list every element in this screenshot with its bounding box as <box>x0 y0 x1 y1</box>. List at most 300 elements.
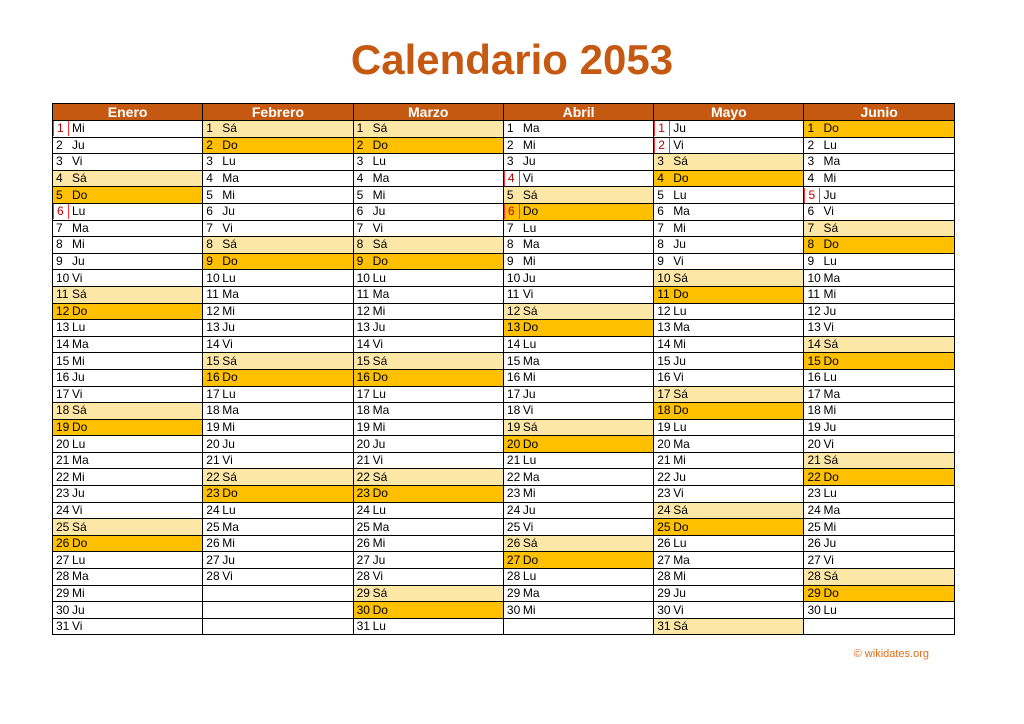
weekday-label: Sá <box>673 386 688 401</box>
weekday-label: Ju <box>72 254 85 269</box>
day-row <box>53 569 955 586</box>
weekday-label: Ju <box>823 419 837 434</box>
day-number: 16 <box>657 370 671 385</box>
weekday-label: Do <box>823 353 839 368</box>
day-number: 3 <box>206 154 213 169</box>
empty-cell <box>503 618 653 635</box>
weekday-label: Mi <box>522 602 536 617</box>
day-number: 15 <box>206 353 220 368</box>
weekday-label: Lu <box>522 453 537 468</box>
day-number: 22 <box>506 469 521 484</box>
day-cell <box>503 137 653 154</box>
day-cell <box>353 618 503 635</box>
day-cell <box>804 220 954 237</box>
day-cell <box>503 320 653 337</box>
weekday-label: Ju <box>522 270 536 285</box>
day-number: 26 <box>356 536 370 551</box>
weekday-label: Lu <box>372 154 386 169</box>
day-number: 1 <box>807 121 815 136</box>
day-number: 4 <box>356 171 364 186</box>
day-cell <box>203 336 353 353</box>
weekday-label: Ju <box>72 486 85 501</box>
day-number: 25 <box>56 519 70 534</box>
day-number: 29 <box>657 585 671 600</box>
day-number: 17 <box>206 386 220 401</box>
day-number: 18 <box>657 403 671 418</box>
weekday-label: Vi <box>823 552 834 567</box>
day-cell <box>203 220 353 237</box>
weekday-label: Sá <box>222 121 237 136</box>
day-number: 21 <box>206 453 220 468</box>
weekday-label: Ma <box>522 585 540 600</box>
weekday-label: Lu <box>522 569 537 584</box>
weekday-label: Sá <box>372 353 388 368</box>
weekday-label: Lu <box>673 303 687 318</box>
day-number: 9 <box>56 254 63 269</box>
day-number: 28 <box>807 569 821 584</box>
day-number: 28 <box>206 569 220 584</box>
weekday-label: Ma <box>372 171 390 186</box>
day-cell <box>503 336 653 353</box>
weekday-label: Lu <box>823 254 837 269</box>
day-number: 4 <box>56 171 63 186</box>
day-number: 11 <box>56 287 69 302</box>
day-cell <box>503 369 653 386</box>
day-row <box>53 386 955 403</box>
day-cell <box>503 270 653 287</box>
weekday-label: Ju <box>222 552 235 567</box>
day-row <box>53 419 955 436</box>
day-cell <box>804 386 954 403</box>
day-cell <box>353 336 503 353</box>
day-cell <box>203 286 353 303</box>
day-number: 2 <box>506 137 514 152</box>
weekday-label: Vi <box>372 220 384 235</box>
weekday-label: Vi <box>522 519 534 534</box>
day-cell <box>654 270 804 287</box>
day-number: 19 <box>657 419 671 434</box>
day-row <box>53 618 955 635</box>
weekday-label: Vi <box>72 270 83 285</box>
day-number: 28 <box>56 569 70 584</box>
day-row <box>53 220 955 237</box>
day-number: 8 <box>206 237 213 252</box>
weekday-label: Vi <box>372 453 384 468</box>
day-number: 1 <box>206 121 213 136</box>
day-number: 14 <box>506 337 521 352</box>
weekday-label: Sá <box>72 519 87 534</box>
weekday-label: Vi <box>522 403 534 418</box>
day-cell <box>353 253 503 270</box>
weekday-label: Mi <box>673 220 686 235</box>
day-cell <box>203 203 353 220</box>
weekday-label: Ju <box>72 137 85 152</box>
day-cell <box>203 121 353 138</box>
day-cell <box>503 403 653 420</box>
weekday-label: Lu <box>72 320 86 335</box>
day-number: 24 <box>506 502 521 517</box>
day-number: 7 <box>356 220 364 235</box>
day-number: 29 <box>356 585 370 600</box>
day-row <box>53 519 955 536</box>
day-number: 30 <box>657 602 671 617</box>
weekday-label: Sá <box>522 419 538 434</box>
weekday-label: Mi <box>72 237 85 252</box>
weekday-label: Lu <box>673 536 687 551</box>
day-cell <box>53 535 203 552</box>
day-number: 21 <box>657 453 671 468</box>
calendar-table <box>52 103 955 635</box>
day-number: 29 <box>506 585 521 600</box>
weekday-label: Vi <box>823 320 834 335</box>
day-cell <box>53 552 203 569</box>
weekday-label: Vi <box>72 619 83 634</box>
day-cell <box>353 419 503 436</box>
day-cell <box>503 486 653 503</box>
day-cell <box>804 452 954 469</box>
weekday-label: Do <box>522 204 539 219</box>
day-number: 20 <box>356 436 370 451</box>
day-number: 18 <box>807 403 821 418</box>
weekday-label: Sá <box>72 171 87 186</box>
day-cell <box>503 602 653 619</box>
day-number: 16 <box>206 370 220 385</box>
day-row <box>53 452 955 469</box>
day-number: 27 <box>206 552 220 567</box>
day-cell <box>654 320 804 337</box>
day-cell <box>654 403 804 420</box>
day-cell <box>654 585 804 602</box>
day-cell <box>53 602 203 619</box>
day-number: 23 <box>807 486 821 501</box>
weekday-label: Do <box>72 187 88 202</box>
day-cell <box>353 535 503 552</box>
day-cell <box>654 203 804 220</box>
day-number: 19 <box>356 419 370 434</box>
weekday-label: Sá <box>522 536 538 551</box>
month-header-row <box>53 104 955 121</box>
month-header-febrero: Febrero <box>203 104 353 121</box>
weekday-label: Do <box>673 287 689 302</box>
day-cell <box>53 618 203 635</box>
day-number: 28 <box>657 569 671 584</box>
day-cell <box>53 403 203 420</box>
weekday-label: Sá <box>522 303 538 318</box>
day-cell <box>654 170 804 187</box>
weekday-label: Ma <box>72 220 89 235</box>
day-cell <box>503 303 653 320</box>
weekday-label: Lu <box>673 187 687 202</box>
day-number: 11 <box>807 287 820 302</box>
day-cell <box>654 502 804 519</box>
weekday-label: Lu <box>222 386 236 401</box>
weekday-label: Vi <box>823 436 834 451</box>
day-number: 27 <box>657 552 671 567</box>
day-cell <box>503 187 653 204</box>
day-cell <box>203 253 353 270</box>
day-cell <box>353 552 503 569</box>
day-cell <box>203 486 353 503</box>
weekday-label: Mi <box>673 569 686 584</box>
weekday-label: Mi <box>372 187 386 202</box>
weekday-label: Ma <box>673 436 690 451</box>
day-number: 26 <box>56 536 70 551</box>
day-cell <box>353 137 503 154</box>
weekday-label: Do <box>823 585 839 600</box>
day-number: 23 <box>56 486 70 501</box>
weekday-label: Lu <box>72 436 86 451</box>
day-cell <box>503 436 653 453</box>
day-row <box>53 253 955 270</box>
day-cell <box>353 436 503 453</box>
day-cell <box>654 486 804 503</box>
day-number: 24 <box>356 502 370 517</box>
day-cell <box>804 286 954 303</box>
day-number: 2 <box>56 137 63 152</box>
day-cell <box>804 203 954 220</box>
day-cell <box>203 452 353 469</box>
day-number: 1 <box>506 121 514 136</box>
weekday-label: Sá <box>72 287 87 302</box>
day-cell <box>654 618 804 635</box>
day-number: 27 <box>807 552 821 567</box>
day-number: 22 <box>356 469 370 484</box>
weekday-label: Do <box>673 171 689 186</box>
day-number: 1 <box>53 121 69 136</box>
weekday-label: Ma <box>222 519 239 534</box>
day-number: 19 <box>807 419 821 434</box>
day-cell <box>53 121 203 138</box>
weekday-label: Mi <box>222 303 235 318</box>
weekday-label: Lu <box>222 270 236 285</box>
weekday-label: Ma <box>222 287 239 302</box>
day-number: 15 <box>356 353 370 368</box>
day-row <box>53 585 955 602</box>
day-number: 24 <box>206 502 220 517</box>
weekday-label: Lu <box>372 619 386 634</box>
day-number: 22 <box>657 469 671 484</box>
weekday-label: Mi <box>372 419 386 434</box>
weekday-label: Ju <box>372 436 386 451</box>
day-cell <box>203 303 353 320</box>
weekday-label: Do <box>72 536 88 551</box>
day-cell <box>353 303 503 320</box>
day-number: 16 <box>56 370 70 385</box>
day-cell <box>203 569 353 586</box>
weekday-label: Do <box>72 419 88 434</box>
day-cell <box>654 220 804 237</box>
day-cell <box>353 452 503 469</box>
weekday-label: Vi <box>222 453 233 468</box>
weekday-label: Ju <box>72 370 85 385</box>
day-cell <box>804 121 954 138</box>
day-cell <box>654 386 804 403</box>
weekday-label: Lu <box>823 370 837 385</box>
day-number: 18 <box>56 403 70 418</box>
day-row <box>53 303 955 320</box>
day-number: 28 <box>506 569 521 584</box>
day-cell <box>804 137 954 154</box>
day-cell <box>503 519 653 536</box>
weekday-label: Sá <box>522 187 538 202</box>
day-number: 14 <box>56 337 70 352</box>
day-cell <box>353 569 503 586</box>
day-number: 12 <box>56 303 70 318</box>
day-cell <box>503 419 653 436</box>
day-number: 26 <box>506 536 521 551</box>
day-number: 26 <box>807 536 821 551</box>
day-number: 11 <box>356 287 370 302</box>
day-cell <box>804 569 954 586</box>
day-cell <box>654 452 804 469</box>
day-number: 17 <box>356 386 370 401</box>
day-number: 24 <box>56 502 70 517</box>
day-cell <box>503 585 653 602</box>
day-cell <box>353 369 503 386</box>
day-number: 14 <box>206 337 220 352</box>
weekday-label: Vi <box>673 602 684 617</box>
day-number: 18 <box>206 403 220 418</box>
day-number: 6 <box>206 204 213 219</box>
weekday-label: Lu <box>823 137 837 152</box>
day-number: 10 <box>206 270 220 285</box>
day-number: 25 <box>506 519 521 534</box>
day-cell <box>53 286 203 303</box>
day-number: 7 <box>206 220 213 235</box>
day-cell <box>53 203 203 220</box>
day-cell <box>804 403 954 420</box>
weekday-label: Lu <box>72 204 86 219</box>
day-number: 28 <box>356 569 370 584</box>
day-number: 1 <box>654 121 670 136</box>
day-cell <box>654 237 804 254</box>
day-number: 8 <box>807 237 815 252</box>
day-number: 8 <box>56 237 63 252</box>
day-number: 10 <box>657 270 671 285</box>
day-cell <box>53 502 203 519</box>
day-cell <box>654 602 804 619</box>
day-cell <box>53 569 203 586</box>
month-header-marzo: Marzo <box>353 104 503 121</box>
weekday-label: Mi <box>522 370 536 385</box>
day-cell <box>804 502 954 519</box>
weekday-label: Ma <box>823 154 841 169</box>
day-number: 21 <box>807 453 821 468</box>
day-cell <box>53 519 203 536</box>
day-number: 9 <box>807 254 815 269</box>
day-row <box>53 137 955 154</box>
day-number: 25 <box>807 519 821 534</box>
weekday-label: Lu <box>372 386 386 401</box>
weekday-label: Lu <box>372 502 386 517</box>
day-cell <box>353 187 503 204</box>
weekday-label: Mi <box>372 536 386 551</box>
day-row <box>53 486 955 503</box>
day-cell <box>503 469 653 486</box>
day-cell <box>53 137 203 154</box>
day-cell <box>203 403 353 420</box>
day-number: 2 <box>807 137 815 152</box>
day-row <box>53 154 955 171</box>
day-number: 10 <box>56 270 70 285</box>
day-number: 1 <box>356 121 364 136</box>
weekday-label: Ju <box>372 204 386 219</box>
weekday-label: Mi <box>222 419 235 434</box>
day-cell <box>203 469 353 486</box>
weekday-label: Do <box>222 137 238 152</box>
day-cell <box>53 154 203 171</box>
day-cell <box>804 237 954 254</box>
month-header-mayo: Mayo <box>654 104 804 121</box>
day-cell <box>53 237 203 254</box>
day-cell <box>203 320 353 337</box>
weekday-label: Ju <box>222 436 235 451</box>
weekday-label: Mi <box>72 121 85 136</box>
day-cell <box>53 187 203 204</box>
weekday-label: Ma <box>522 353 540 368</box>
weekday-label: Lu <box>222 154 236 169</box>
day-cell <box>353 469 503 486</box>
weekday-label: Sá <box>372 585 388 600</box>
day-number: 3 <box>657 154 664 169</box>
weekday-label: Lu <box>372 270 386 285</box>
day-cell <box>804 253 954 270</box>
day-row <box>53 170 955 187</box>
weekday-label: Ma <box>372 403 390 418</box>
day-number: 2 <box>356 137 364 152</box>
weekday-label: Do <box>823 121 839 136</box>
day-cell <box>53 353 203 370</box>
weekday-label: Ju <box>522 502 536 517</box>
day-number: 7 <box>506 220 514 235</box>
day-cell <box>654 154 804 171</box>
weekday-label: Sá <box>823 220 839 235</box>
day-cell <box>53 585 203 602</box>
day-cell <box>804 486 954 503</box>
day-number: 23 <box>206 486 220 501</box>
day-number: 6 <box>807 204 815 219</box>
day-cell <box>503 121 653 138</box>
day-number: 9 <box>356 254 364 269</box>
day-cell <box>353 154 503 171</box>
day-cell <box>654 303 804 320</box>
weekday-label: Ju <box>372 320 386 335</box>
day-number: 4 <box>206 171 213 186</box>
weekday-label: Ma <box>222 403 239 418</box>
day-number: 20 <box>657 436 671 451</box>
day-row <box>53 203 955 220</box>
day-cell <box>203 436 353 453</box>
weekday-label: Lu <box>522 337 537 352</box>
weekday-label: Mi <box>72 353 85 368</box>
weekday-label: Do <box>673 519 689 534</box>
day-cell <box>353 353 503 370</box>
day-row <box>53 353 955 370</box>
day-cell <box>654 286 804 303</box>
day-cell <box>804 552 954 569</box>
day-number: 17 <box>807 386 821 401</box>
day-number: 4 <box>657 171 664 186</box>
day-number: 26 <box>206 536 220 551</box>
day-cell <box>53 170 203 187</box>
weekday-label: Ju <box>673 469 686 484</box>
weekday-label: Lu <box>522 220 537 235</box>
weekday-label: Vi <box>72 502 83 517</box>
day-cell <box>353 386 503 403</box>
day-cell <box>654 121 804 138</box>
day-number: 3 <box>56 154 63 169</box>
day-cell <box>53 419 203 436</box>
